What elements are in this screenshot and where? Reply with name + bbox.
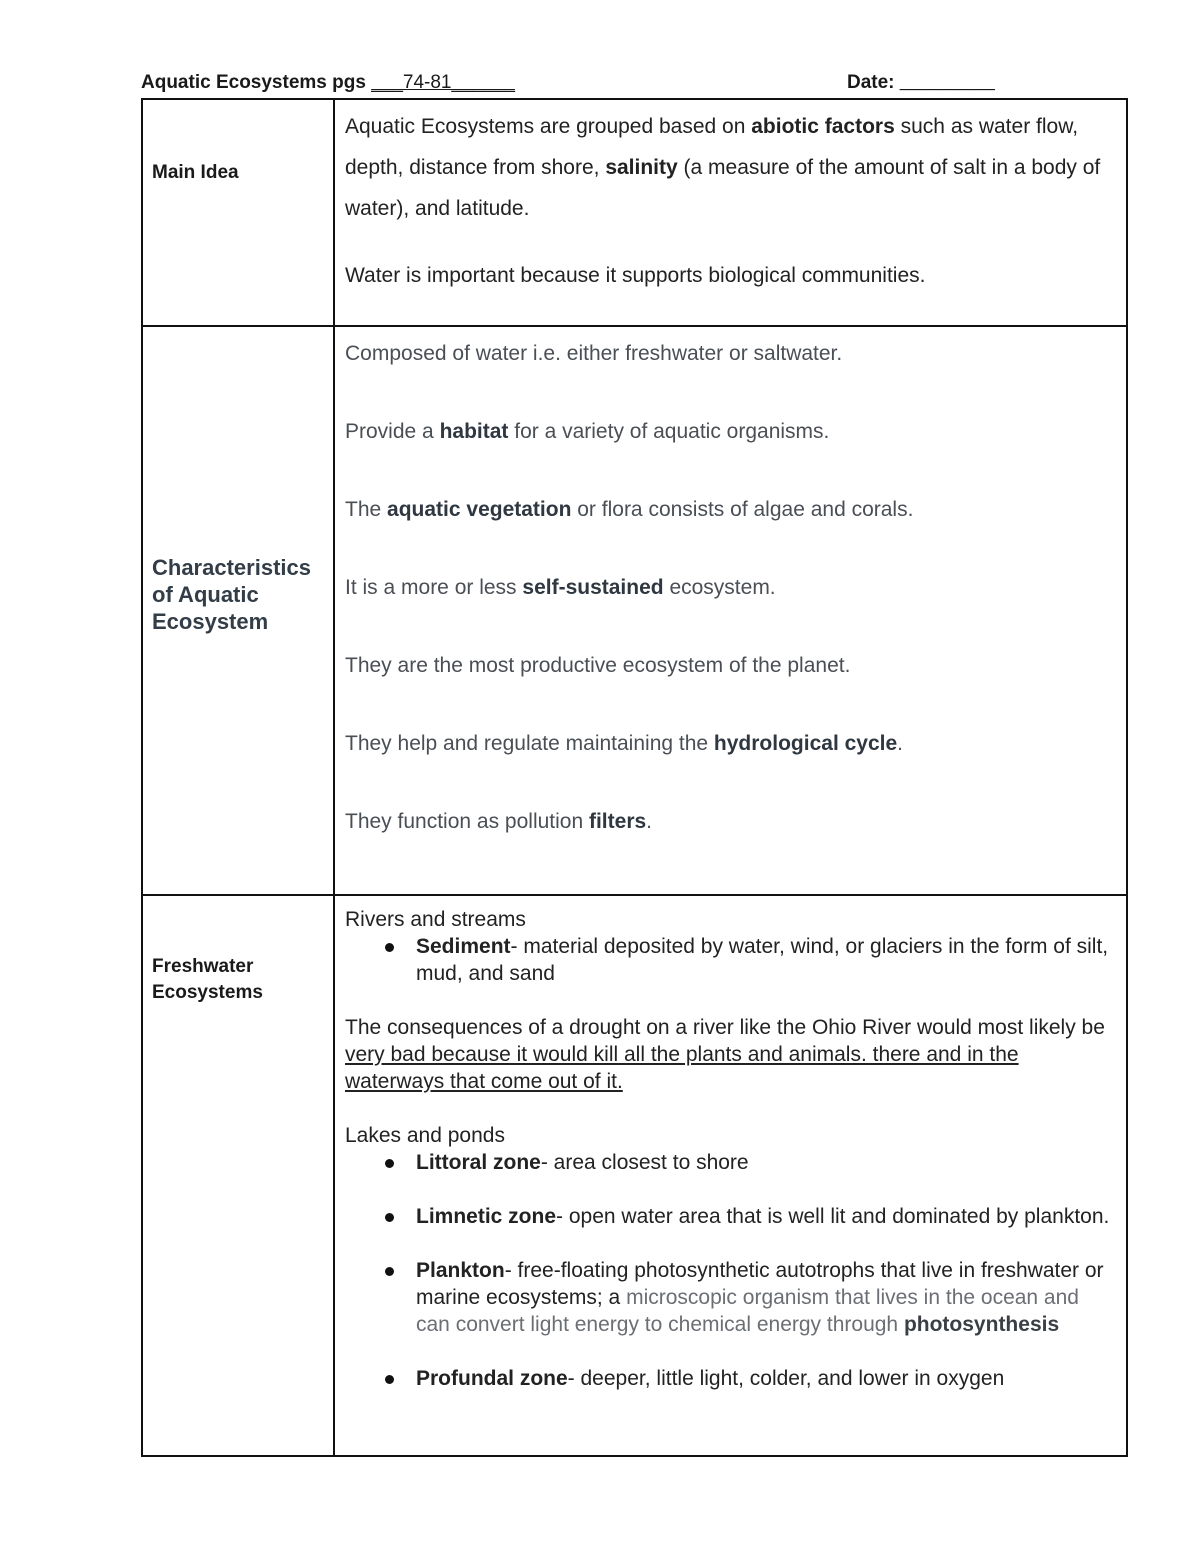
term-filters: filters	[588, 810, 647, 833]
row-main-idea	[142, 99, 1127, 326]
text-run: such as water flow, depth, distance from shore,	[345, 115, 1079, 179]
lakes-heading: Lakes and ponds	[345, 1124, 505, 1147]
term-hydrological-cycle: hydrological cycle	[713, 732, 898, 755]
main-idea-paragraph-2: Water is important because it supports biological communities.	[345, 264, 926, 287]
term-plankton: Plankton	[416, 1259, 505, 1282]
term-self-sustained: self-sustained	[522, 576, 664, 599]
characteristic-line	[345, 497, 1116, 575]
bullet-icon	[385, 943, 394, 952]
text-run: for a variety of aquatic organisms.	[508, 420, 830, 443]
term-salinity: salinity	[605, 156, 678, 179]
text-run: The consequences of a drought on a river like the Ohio River would most likely be	[345, 1016, 1105, 1039]
term-photosynthesis: photosynthesis	[903, 1313, 1060, 1336]
notes-table	[141, 98, 1128, 1457]
term-limnetic-zone: Limnetic zone	[416, 1205, 557, 1228]
main-idea-text	[345, 100, 1116, 296]
list-item	[345, 1149, 1116, 1176]
worksheet-header	[141, 72, 1131, 96]
list-item	[345, 933, 1116, 987]
characteristic-line	[345, 419, 1116, 497]
worksheet-title	[141, 72, 515, 94]
row-label-freshwater: Freshwater Ecosystems	[152, 956, 263, 1003]
list-item	[345, 1257, 1116, 1338]
text-run: .	[646, 810, 653, 833]
characteristic-line: Composed of water i.e. either freshwater or saltwater.	[345, 342, 843, 365]
term-habitat: habitat	[439, 420, 509, 443]
content-cell	[334, 99, 1127, 326]
content-cell	[334, 895, 1127, 1456]
term-abiotic-factors: abiotic factors	[751, 115, 895, 138]
drought-answer: very bad because it would kill all the plants and animals. there and in the waterways that come out of it.	[345, 1043, 1019, 1093]
characteristic-line: They are the most productive ecosystem of the planet.	[345, 654, 851, 677]
date-label: Date:	[847, 72, 900, 93]
label-cell	[142, 895, 334, 1456]
text-run: They function as pollution	[345, 810, 589, 833]
definition-text: - area closest to shore	[540, 1151, 749, 1174]
row-label-main-idea: Main Idea	[152, 162, 239, 183]
definition-text: - open water area that is well lit and dominated by plankton.	[556, 1205, 1110, 1228]
text-run: It is a more or less	[345, 576, 523, 599]
text-run: Provide a	[345, 420, 440, 443]
lakes-list	[345, 1149, 1116, 1392]
characteristic-line	[345, 575, 1116, 653]
row-label-characteristics: Characteristics of Aquatic Ecosystem	[152, 555, 311, 634]
text-run: They help and regulate maintaining the	[345, 732, 714, 755]
text-run: (a measure of the amount of salt in a body of water), and latitude.	[345, 156, 1101, 220]
bullet-icon	[385, 1375, 394, 1384]
bullet-icon	[385, 1267, 394, 1276]
pages-blank: ___74-81______	[371, 72, 515, 93]
characteristic-line	[345, 731, 1116, 809]
label-cell	[142, 326, 334, 895]
freshwater-content	[345, 896, 1116, 1392]
date-field	[847, 72, 995, 94]
term-profundal-zone: Profundal zone	[416, 1367, 568, 1390]
row-freshwater	[142, 895, 1127, 1456]
definition-text: - free-floating photosynthetic autotrophs that live in freshwater or marine ecosystems; a	[416, 1259, 1104, 1309]
rivers-list	[345, 933, 1116, 987]
main-idea-paragraph-1	[345, 106, 1116, 229]
text-run: Aquatic Ecosystems are grouped based on	[345, 115, 752, 138]
rivers-heading: Rivers and streams	[345, 908, 526, 931]
list-item	[345, 1203, 1116, 1230]
row-characteristics	[142, 326, 1127, 895]
term-sediment: Sediment	[416, 935, 511, 958]
title-text: Aquatic Ecosystems pgs	[141, 72, 372, 93]
text-run: ecosystem.	[663, 576, 776, 599]
list-item	[345, 1365, 1116, 1392]
term-aquatic-vegetation: aquatic vegetation	[387, 498, 572, 521]
label-cell	[142, 99, 334, 326]
text-run: The	[345, 498, 388, 521]
definition-text: - material deposited by water, wind, or glaciers in the form of silt, mud, and sand	[416, 935, 1109, 985]
definition-text: - deeper, little light, colder, and lower in oxygen	[567, 1367, 1005, 1390]
text-run: microscopic organism that lives in the ocean and can convert light energy to chemical energy through	[416, 1286, 1079, 1336]
content-cell	[334, 326, 1127, 895]
bullet-icon	[385, 1213, 394, 1222]
bullet-icon	[385, 1159, 394, 1168]
text-run: or flora consists of algae and corals.	[571, 498, 914, 521]
characteristics-list	[345, 327, 1116, 887]
term-littoral-zone: Littoral zone	[416, 1151, 541, 1174]
text-run: .	[897, 732, 904, 755]
date-blank: _________	[899, 72, 995, 93]
characteristic-line	[345, 809, 1116, 887]
drought-paragraph	[345, 1014, 1116, 1095]
